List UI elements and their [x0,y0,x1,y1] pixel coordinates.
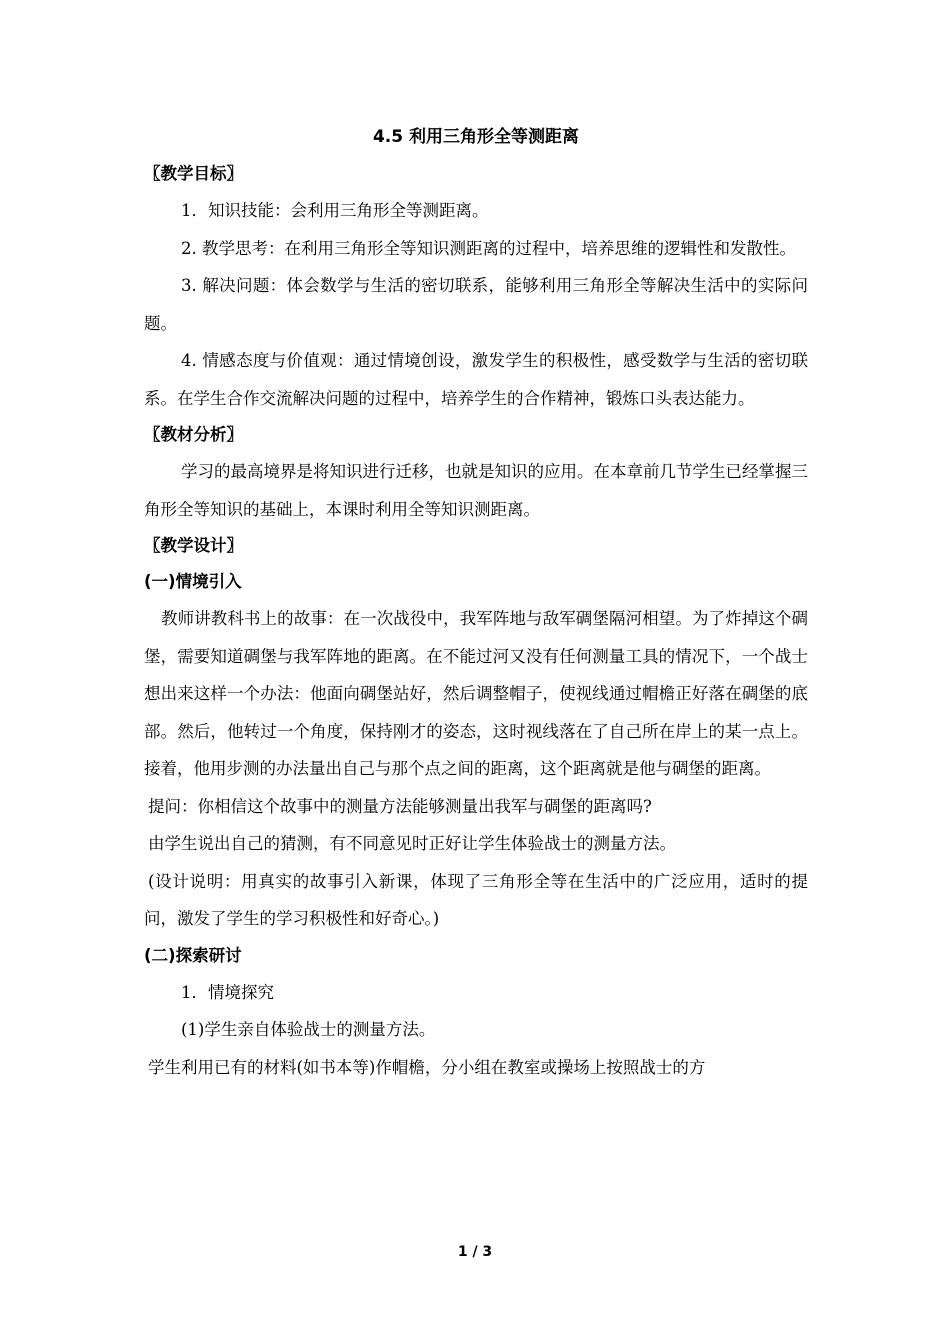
goal-item: 4. 情感态度与价值观：通过情境创设，激发学生的积极性，感受数学与生活的密切联系。在学生合作交流解决问题的过程中，培养学生的合作精神，锻炼口头表达能力。 [144,351,808,408]
section-heading-analysis: 〖教材分析〗 [144,425,243,444]
document-title: 4.5 利用三角形全等测距离 [372,127,580,147]
analysis-paragraph: 学习的最高境界是将知识进行迁移，也就是知识的应用。在本章前几节学生已经掌握三角形全等知识的基础上，本课时利用全等知识测距离。 [144,462,808,519]
section-heading-design: 〖教学设计〗 [144,536,243,555]
subsection-heading-intro: (一)情境引入 [144,572,242,591]
design-note-paragraph: (设计说明：用真实的故事引入新课，体现了三角形全等在生活中的广泛应用，适时的提问，激发了学生的学习积极性和好奇心。) [144,871,808,928]
explore-subitem: (1)学生亲自体验战士的测量方法。 [181,1020,436,1039]
subsection-heading-explore: (二)探索研讨 [144,945,242,965]
document-body [144,118,808,1086]
goal-item: 3. 解决问题：体会数学与生活的密切联系，能够利用三角形全等解决生活中的实际问题。 [144,276,808,333]
story-paragraph: 教师讲教科书上的故事：在一次战役中，我军阵地与敌军碉堡隔河相望。为了炸掉这个碉堡，需要知道碉堡与我军阵地的距离。在不能过河又没有任何测量工具的情况下，一个战士想出来这样一个办法：他面向碉堡站好，然后调整帽子，使视线通过帽檐正好落在碉堡的底部。然后，他转过一个角度，保持刚才的姿态，这时视线落在了自己所在岸上的某一点上。接着，他用步测的办法量出自己与那个点之间的距离，这个距离就是他与碉堡的距离。 [144,609,808,778]
goal-item: 1．知识技能：会利用三角形全等测距离。 [181,201,489,220]
page-number: 1 / 3 [457,1244,493,1260]
explore-item-heading: 1．情境探究 [181,982,274,1002]
guess-paragraph: 由学生说出自己的猜测，有不同意见时正好让学生体验战士的测量方法。 [148,834,676,853]
goal-item: 2. 教学思考：在利用三角形全等知识测距离的过程中，培养思维的逻辑性和发散性。 [181,238,796,258]
explore-paragraph: 学生利用已有的材料(如书本等)作帽檐，分小组在教室或操场上按照战士的方 [148,1057,706,1077]
question-paragraph: 提问：你相信这个故事中的测量方法能够测量出我军与碉堡的距离吗? [148,796,652,816]
section-heading-goals: 〖教学目标〗 [144,164,243,183]
